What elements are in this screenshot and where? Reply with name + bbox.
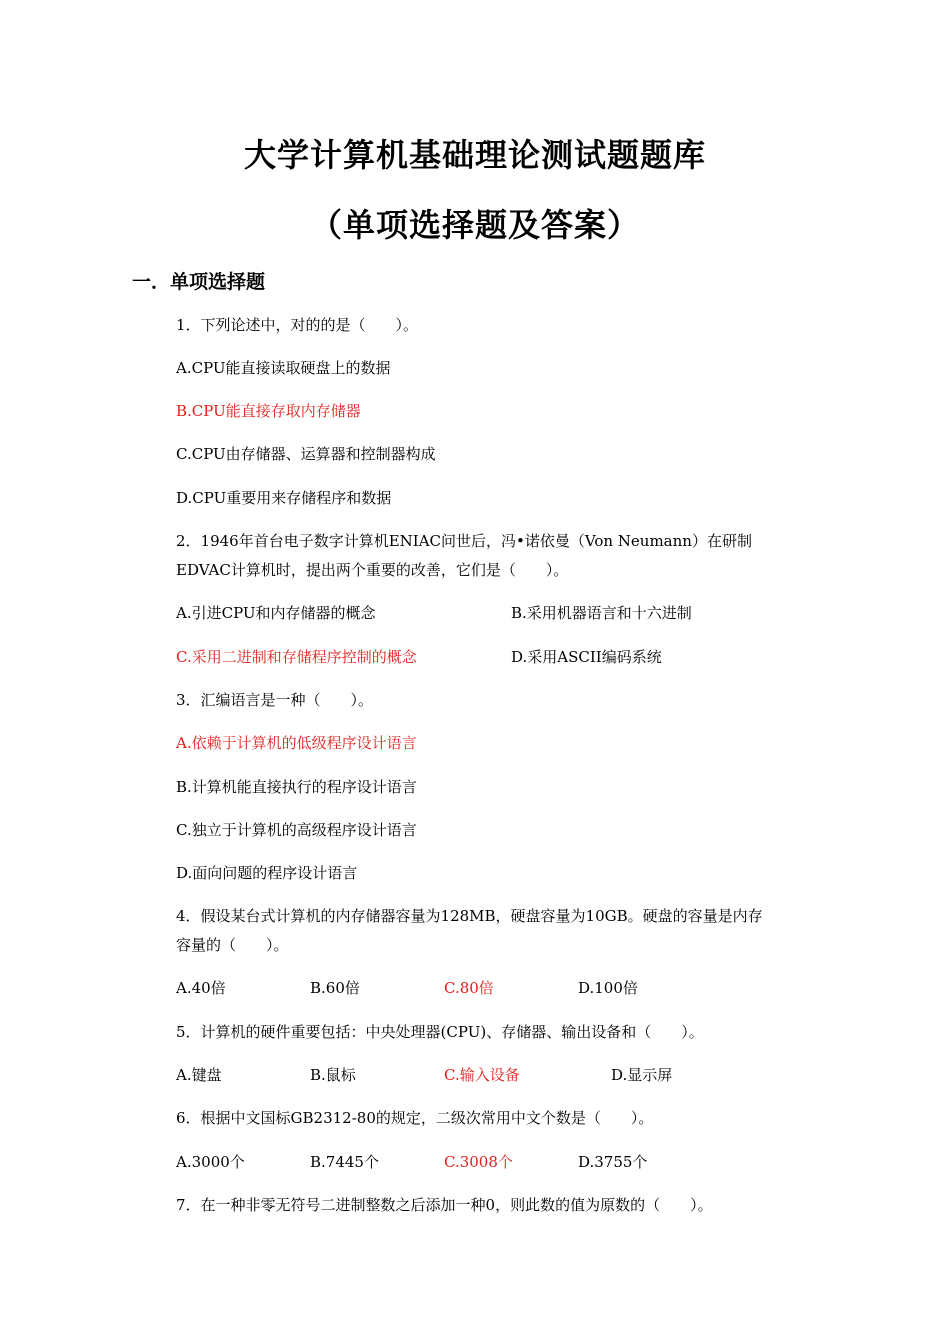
question-5-option-d: D.显示屏 [611, 1066, 673, 1084]
question-6-option-d: D.3755个 [578, 1153, 648, 1171]
question-6-option-b: B.7445个 [310, 1153, 379, 1171]
question-6-option-c-answer: C.3008个 [444, 1153, 513, 1171]
question-2-option-b: B.采用机器语言和十六进制 [511, 604, 692, 622]
question-1-option-c: C.CPU由存储器、运算器和控制器构成 [176, 445, 436, 463]
question-2-option-d: D.采用ASCII编码系统 [511, 648, 662, 666]
page-title: 大学计算机基础理论测试题题库 [243, 136, 706, 174]
question-5-option-b: B.鼠标 [310, 1066, 356, 1084]
question-1-option-a: A.CPU能直接读取硬盘上的数据 [176, 359, 391, 377]
question-3-stem: 3．汇编语言是一种（ ）。 [176, 691, 374, 709]
question-4-option-a: A.40倍 [176, 979, 226, 997]
question-3-option-c: C.独立于计算机的高级程序设计语言 [176, 821, 417, 839]
question-2-option-a: A.引进CPU和内存储器的概念 [176, 604, 376, 622]
question-3-option-b: B.计算机能直接执行的程序设计语言 [176, 778, 417, 796]
question-2-stem-line2: EDVAC计算机时，提出两个重要的改善，它们是（ ）。 [176, 561, 569, 579]
question-5-stem: 5．计算机的硬件重要包括：中央处理器(CPU)、存储器、输出设备和（ ）。 [176, 1023, 704, 1041]
question-1-option-d: D.CPU重要用来存储程序和数据 [176, 489, 392, 507]
question-6-option-a: A.3000个 [176, 1153, 245, 1171]
question-1-stem: 1．下列论述中，对的的是（ ）。 [176, 316, 419, 334]
page-subtitle: （单项选择题及答案） [309, 206, 640, 244]
question-1-option-b-answer: B.CPU能直接存取内存储器 [176, 402, 361, 420]
question-3-option-a-answer: A.依赖于计算机的低级程序设计语言 [176, 734, 417, 752]
question-5-option-c-answer: C.输入设备 [444, 1066, 520, 1084]
question-4-option-d: D.100倍 [578, 979, 638, 997]
question-4-stem-line1: 4．假设某台式计算机的内存储器容量为128MB，硬盘容量为10GB。硬盘的容量是内存 [176, 907, 763, 925]
question-4-option-c-answer: C.80倍 [444, 979, 494, 997]
question-5-option-a: A.键盘 [176, 1066, 222, 1084]
question-4-stem-line2: 容量的（ ）。 [176, 936, 289, 954]
question-6-stem: 6．根据中文国标GB2312-80的规定，二级次常用中文个数是（ ）。 [176, 1109, 654, 1127]
question-2-stem-line1: 2．1946年首台电子数字计算机ENIAC问世后，冯•诺依曼（Von Neumann）在研制 [176, 532, 752, 550]
section-heading: 一．单项选择题 [132, 271, 266, 293]
question-7-stem: 7．在一种非零无符号二进制整数之后添加一种0，则此数的值为原数的（ ）。 [176, 1196, 713, 1214]
question-2-option-c-answer: C.采用二进制和存储程序控制的概念 [176, 648, 417, 666]
question-4-option-b: B.60倍 [310, 979, 360, 997]
question-3-option-d: D.面向问题的程序设计语言 [176, 864, 358, 882]
